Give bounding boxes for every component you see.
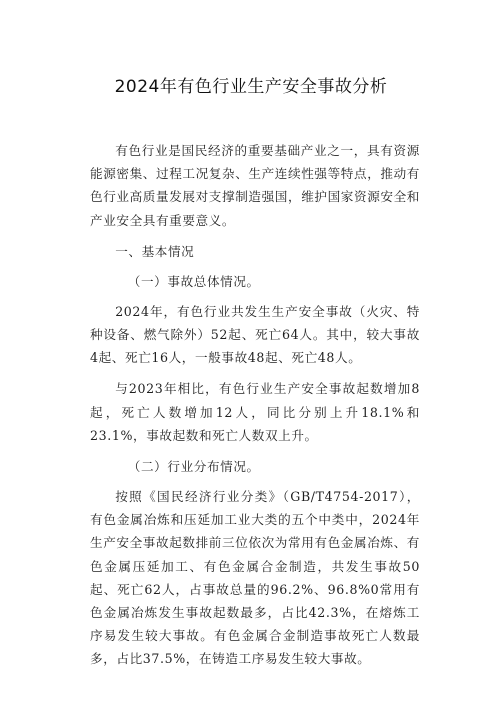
document-title: 2024年有色行业生产安全事故分析 bbox=[114, 77, 388, 97]
subsection-heading-industry: （二）行业分布情况。 bbox=[127, 459, 260, 475]
intro-paragraph: 有色行业是国民经济的重要基础产业之一，具有资源能源密集、过程工况复杂、生产连续性强等特点，推动有色行业高质量发展对支撑制造强国，维护国家资源安全和产业安全具有重要意义。 bbox=[90, 143, 420, 228]
section-heading-basic: 一、基本情况 bbox=[115, 243, 195, 259]
subsection-heading-overall: （一）事故总体情况。 bbox=[127, 273, 260, 289]
paragraph-industry-distribution: 按照《国民经济行业分类》（GB/T4754-2017），有色金属冶炼和压延加工业大类的五个中类中，2024年生产安全事故起数排前三位依次为常用有色金属冶炼、有色金属压延加工、有色金属合金制造，共发生事故50起、死亡62人，占事故总量的96.2%、96.8%0常用有色金属冶炼发生事故起数最多，占比42.3%，在熔炼工序易发生较大事故。有色金属合金制造事故死亡人数最多，占比37.5%，在铸造工序易发生较大事故。 bbox=[90, 489, 420, 667]
paragraph-accident-totals: 2024年，有色行业共发生生产安全事故（火灾、特种设备、燃气除外）52起、死亡64人。其中，较大事故4起、死亡16人，一般事故48起、死亡48人。 bbox=[90, 303, 420, 366]
paragraph-year-comparison: 与2023年相比，有色行业生产安全事故起数增加8起，死亡人数增加12人，同比分别上升18.1%和23.1%，事故起数和死亡人数双上升。 bbox=[90, 381, 420, 443]
